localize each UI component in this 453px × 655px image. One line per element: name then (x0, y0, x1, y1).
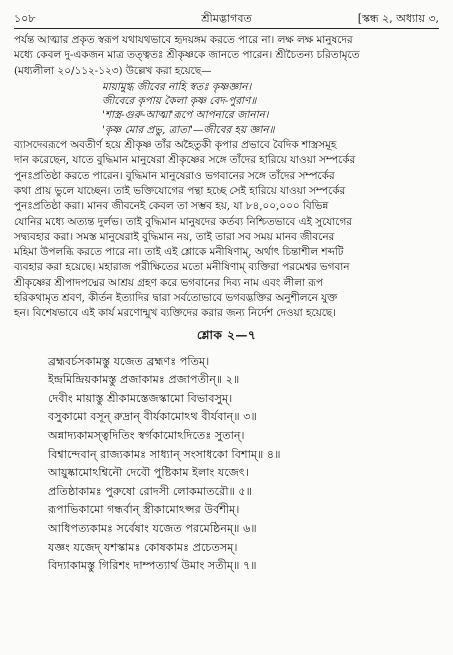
sloka-line: অন্নাদ্যকামস্ত্বদিতিং স্বর্গকামোঽদিতেঃ সুতান্‌। (48, 429, 245, 443)
book-title: শ্রীমদ্ভাগবত (201, 12, 252, 25)
section-reference: [স্কন্ধ ২, অধ্যায় ৩, (357, 12, 439, 25)
text-line: সদ্ব্যবহার করা। সমস্ত মানুষেরাই বুদ্ধিমান নয়, তাই তারা সব সময় মানব জীবনের (14, 230, 335, 243)
verse-line: 'শাস্ত্র-গুরু-আত্মা'রূপে আপনারে জানান। (102, 109, 269, 122)
page-header (14, 8, 439, 26)
verse-line: 'কৃষ্ণ মোর প্রভু, ত্রাতা'—জীবের হয় জ্ঞান॥ (102, 123, 275, 136)
text-line: হরিকথামৃত শ্রবণ, কীর্তন ইত্যাদির দ্বারা সর্বতোভাবে ভগবদ্ভক্তির অনুশীলনে যুক্ত (14, 292, 338, 305)
sloka-heading: শ্লোক ২—৭ (196, 327, 257, 342)
paragraph-intro (14, 33, 439, 79)
page-number: ১০৮ (14, 12, 36, 25)
text-line: মধ্যে কেবল দু-একজন মাত্র তত্ত্বতঃ শ্রীকৃষ্ণকে জানতে পারেন। শ্রীচৈতন্য চরিতামৃতে (14, 49, 360, 62)
sloka-line: প্রতিষ্ঠাকামঃ পুরুষো রোদসী লোকমাতরৌ॥ ৫॥ (48, 484, 253, 498)
text-line: (মধ্যলীলা ২০/১১২-১২৩) উল্লেখ করা হয়েছে— (14, 64, 212, 77)
sloka-line: রূপাভিকামো গন্ধর্বান্‌ স্ত্রীকামোঽপ্সর উর্বশীম্‌। (48, 503, 240, 517)
sloka-line: বিদ্যাকামস্তু গিরিশং দাম্পত্যার্থ উমাং সতীম্‌॥ ৭॥ (48, 559, 257, 573)
verse-line: জীবেরে কৃপায় কৈলা কৃষ্ণ বেদ-পুরাণ॥ (102, 95, 257, 108)
sloka-line: ইন্দ্রমিন্দ্রিয়কামস্তু প্রজাকামঃ প্রজাপতীন্‌॥ ২॥ (48, 373, 240, 387)
sloka-line: যজ্ঞং যজেদ্‌ যশস্কামঃ কোষকামঃ প্রচেতসম্‌। (48, 540, 238, 554)
paragraph-purport (14, 138, 439, 322)
sloka-line: দেবীং মায়াস্তু শ্রীকামস্তেজস্কামো বিভাবসুম্‌। (48, 391, 233, 405)
text-line: শ্রীকৃষ্ণের শ্রীপাদপদ্মের আশ্রয় গ্রহণ করে ভগবানের দিব্য নাম এবং লীলা রূপ (14, 276, 323, 289)
text-line: পুনঃপ্রতিষ্ঠা করতে পারেন। বুদ্ধিমান মানুষেরাও ভগবানের সঙ্গে তাঁদের সম্পর্কের (14, 169, 335, 182)
sloka-verses (48, 353, 439, 576)
text-line: ব্যাসদেবরূপে অবতীর্ণ হয়ে শ্রীকৃষ্ণ তাঁর অহৈতুকী কৃপার প্রভাবে বৈদিক শাস্ত্রসমূহ (14, 139, 337, 152)
text-line: দান করেছেন, যাতে বুদ্ধিমান মানুষেরা শ্রীকৃষ্ণের সঙ্গে তাঁদের হারিয়ে যাওয়া সম্পর্কের (14, 154, 356, 167)
text-line: হন। বিশেষভাবে এই কার্য মরণোন্মুখ ব্যক্তিদের করার জন্য নির্দেশ দেওয়া হয়েছে। (14, 307, 336, 320)
text-line: মহিমা উপলব্ধি করতে পারে না। তাই এই শ্লোকে মনীষিণাম্‌, অর্থাৎ চিন্তাশীল শব্দটি (14, 246, 344, 259)
text-line: পুনঃপ্রতিষ্ঠা করা। মানব জীবনেই কেবল তা সম্ভব হয়, যা ৮৪,০০,০০০ বিভিন্ন (14, 200, 329, 213)
sloka-line: আধিপত্যকামঃ সর্বেষাং যজেত পরমেষ্ঠিনম্‌॥ ৬॥ (48, 521, 257, 535)
text-line: পর্যন্ত আত্মার প্রকৃত স্বরূপ যথাযথভাবে হৃদয়ঙ্গম করতে পারে না। লক্ষ লক্ষ মানুষদের (14, 34, 353, 46)
text-line: ব্যবহার করা হয়েছে। মহারাজ পরীক্ষিতের মতো মনীষিণাম্‌ ব্যক্তিরা পরমেশ্বর ভগবান (14, 261, 350, 274)
sloka-line: বসুকামো বসূন্‌ রুদ্রান্‌ বীর্যকামোঽথ বীর্যবান্‌॥ ৩॥ (48, 410, 257, 424)
document-page (14, 8, 439, 576)
sloka-line: বিশ্বান্দেবান্‌ রাজ্যকামঃ সাধ্যান্‌ সংসাধকো বিশাম্‌॥ ৪॥ (48, 447, 281, 461)
quoted-verse (102, 80, 439, 137)
verse-line: মায়ামুগ্ধ জীবের নাহি স্বতঃ কৃষ্ণজ্ঞান। (102, 80, 252, 93)
sloka-line: ব্রহ্মবর্চসকামস্তু যজেত ব্রহ্মণঃ পতিম্‌। (48, 354, 210, 368)
text-line: কথা প্রায় ভুলে যাচ্ছেন। তাই ভক্তিযোগের পন্থা হচ্ছে সেই হারিয়ে যাওয়া সম্পর্কের (14, 184, 346, 197)
text-line: যোনির মধ্যে অত্যন্ত দুর্লভ। তাই বুদ্ধিমান মানুষদের কর্তব্য নিশ্চিতভাবে এই সুযোগের (14, 215, 352, 228)
sloka-line: আয়ুষ্কামোঽশ্বিনৌ দেবৌ পুষ্টিকাম ইলাং যজেৎ। (48, 466, 249, 480)
